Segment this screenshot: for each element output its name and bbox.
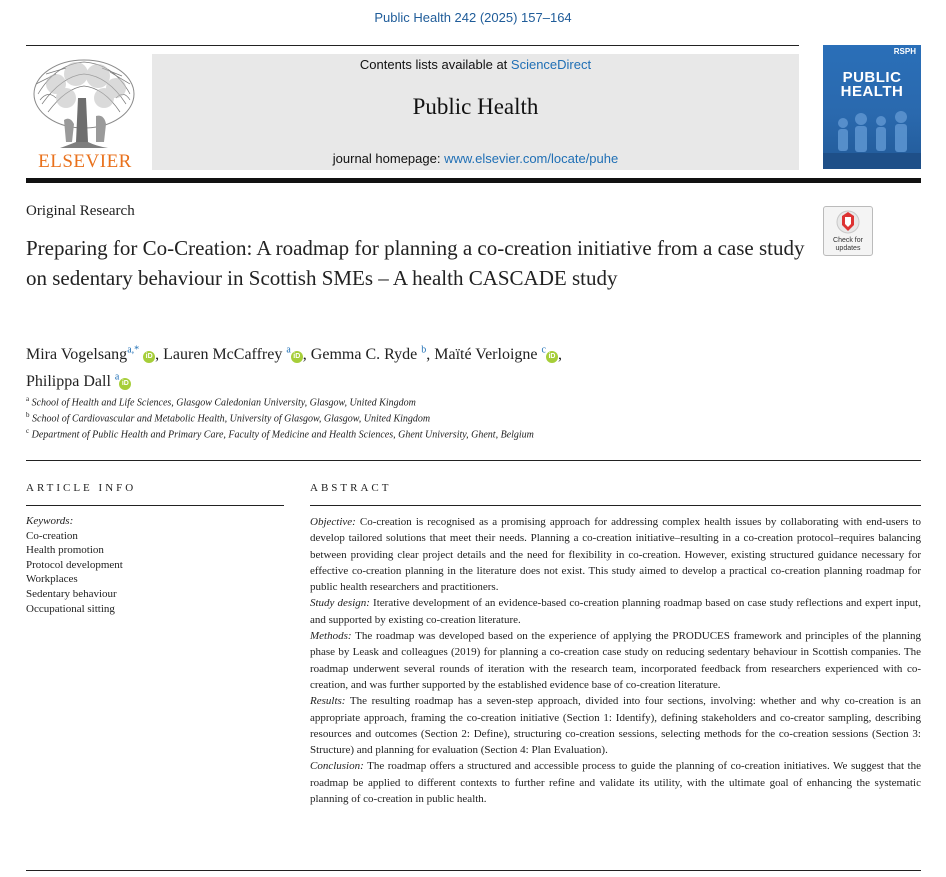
article-type: Original Research xyxy=(26,203,135,219)
contents-line xyxy=(152,57,799,72)
affiliation-key: a xyxy=(26,395,30,403)
journal-homepage-link[interactable]: www.elsevier.com/locate/puhe xyxy=(444,151,619,166)
elsevier-wordmark: ELSEVIER xyxy=(38,151,132,172)
journal-title: Public Health xyxy=(412,94,539,119)
check-for-updates-label: Check for updates xyxy=(833,237,863,252)
author[interactable] xyxy=(434,346,562,363)
affiliation xyxy=(26,411,430,424)
orcid-icon[interactable]: iD xyxy=(546,351,558,363)
author-separator: , xyxy=(302,346,311,364)
author-name: Lauren McCaffrey xyxy=(163,346,283,364)
author-affiliation-marker[interactable]: a xyxy=(286,345,291,356)
keyword[interactable]: Occupational sitting xyxy=(26,602,115,615)
keyword[interactable]: Co-creation xyxy=(26,529,78,542)
abstract-section-text: The roadmap offers a structured and accessible process to guide the planning of co-creation initiatives. We suggest that the roadmap be applied to different contexts to further refine and validate its utility, with the ultimate goal of enhancing the systematic planning of co-creation in public health. xyxy=(310,760,921,806)
author-affiliation-marker[interactable]: a,* xyxy=(127,345,140,356)
abstract-section-label: Objective: xyxy=(310,516,356,528)
affiliation xyxy=(26,427,534,440)
elsevier-logo[interactable] xyxy=(26,54,144,172)
abstract-conclusion xyxy=(310,758,921,807)
crossmark-icon xyxy=(824,207,872,237)
keyword[interactable]: Protocol development xyxy=(26,558,123,571)
homepage-line xyxy=(152,151,799,166)
affiliation-text: School of Cardiovascular and Metabolic Health, University of Glasgow, Glasgow, United Kingdom xyxy=(32,413,431,425)
cover-title: PUBLIC HEALTH xyxy=(840,69,904,100)
abstract-section-text: Co-creation is recognised as a promising approach for addressing complex health issues by collaborating with end-users to develop tailored solutions that meet their needs. Planning a co-creation initiative–resulting in a co-creation protocol–requires balancing between providing clear project details and the need for flexibility in co-creation. However, existing structured guidance necessary for effective co-creation planning in the literature does not exist. This study aimed to develop a practical co-creation planning roadmap for public health researchers and practitioners. xyxy=(310,516,921,594)
author-affiliation-marker[interactable]: b xyxy=(421,345,427,356)
author-affiliation-marker[interactable]: a xyxy=(114,371,120,383)
sciencedirect-link[interactable]: ScienceDirect xyxy=(510,57,592,72)
contents-prefix: Contents lists available at xyxy=(359,57,511,72)
abstract-section-label: Conclusion: xyxy=(310,760,364,773)
orcid-icon[interactable]: iD xyxy=(143,351,155,363)
check-for-updates-button[interactable] xyxy=(823,206,873,256)
cover-people-icon xyxy=(823,45,921,169)
author-affiliation-marker[interactable]: c xyxy=(541,345,546,356)
affiliation-text: School of Health and Life Sciences, Glasgow Caledonian University, Glasgow, United Kingdom xyxy=(31,397,416,409)
author-separator: , xyxy=(426,346,435,364)
keyword[interactable]: Health promotion xyxy=(26,544,104,557)
affiliation-key: b xyxy=(26,411,30,419)
abstract-section-label: Study design: xyxy=(310,597,370,610)
header-rule-top xyxy=(26,45,799,46)
abstract-section-text: Iterative development of an evidence-based co-creation planning roadmap based on case study reflections and expert input, and supported by existing co-creation literature. xyxy=(310,597,921,626)
abstract-body xyxy=(310,514,921,807)
affiliation-text: Department of Public Health and Primary Care, Faculty of Medicine and Health Sciences, Ghent University, Ghent, Belgium xyxy=(31,429,534,441)
author-separator: , xyxy=(557,346,562,364)
abstract-section-text: The roadmap was developed based on the experience of applying the PRODUCES framework and principles of the planning phase by Leask and colleagues (2019) for planning a co-creation case study on reducing sedentary behaviour in Scottish companies. The roadmap underwent several rounds of iteration with the research team, incorporated feedback from researchers experienced with co-creation, and was further supported by the established evidence base of co-creation literature. xyxy=(310,630,921,691)
homepage-prefix: journal homepage: xyxy=(332,151,445,166)
article-info-rule xyxy=(26,505,284,506)
bottom-rule xyxy=(26,870,921,871)
affiliation xyxy=(26,395,416,408)
section-divider xyxy=(26,460,921,461)
author-name: Mira Vogelsang xyxy=(26,346,128,364)
journal-cover[interactable] xyxy=(823,45,921,169)
abstract-section-label: Results: xyxy=(310,695,346,708)
header-rule-thick xyxy=(26,178,921,183)
cover-badge: RSPH xyxy=(893,47,916,56)
author[interactable] xyxy=(311,346,434,363)
abstract-rule xyxy=(310,505,921,506)
orcid-icon[interactable]: iD xyxy=(291,351,303,363)
abstract-heading: ABSTRACT xyxy=(310,482,392,494)
keyword[interactable]: Workplaces xyxy=(26,573,78,586)
abstract-objective xyxy=(310,514,921,595)
keywords-block xyxy=(26,514,123,616)
article-title: Preparing for Co-Creation: A roadmap for planning a co-creation initiative from a case study on sedentary behaviour in Scottish SMEs – A health CASCADE study xyxy=(26,236,805,290)
author[interactable] xyxy=(163,346,311,363)
author-name: Philippa Dall xyxy=(26,372,111,390)
abstract-section-text: The resulting roadmap has a seven-step approach, divided into four sections, involving: whether and why co-creation is an appropriate approach, framing the co-creation initiative (Section 1: Identify), defining stakeholders and co-creator sampling, describing resources and outcomes (Section 2: Define), structuring co-creation sessions, selecting methods for the co-creation sessions (Section 3: Structure) and planning for evaluation (Section 4: Plan Evaluation). xyxy=(310,695,921,757)
affiliation-key: c xyxy=(26,427,30,435)
article-info-heading: ARTICLE INFO xyxy=(26,482,137,494)
keywords-label: Keywords: xyxy=(26,515,74,527)
abstract-methods xyxy=(310,628,921,693)
abstract-section-label: Methods: xyxy=(310,630,352,643)
abstract-study-design xyxy=(310,595,921,628)
author[interactable] xyxy=(26,346,163,363)
author-list xyxy=(26,340,786,393)
author-name: Gemma C. Ryde xyxy=(310,346,418,364)
keyword[interactable]: Sedentary behaviour xyxy=(26,587,117,600)
author[interactable] xyxy=(26,373,131,390)
journal-citation[interactable]: Public Health 242 (2025) 157–164 xyxy=(374,10,572,25)
elsevier-tree-icon xyxy=(26,54,144,172)
orcid-icon[interactable]: iD xyxy=(119,378,131,390)
author-separator: , xyxy=(155,346,164,364)
author-name: Maïté Verloigne xyxy=(434,346,538,364)
abstract-results xyxy=(310,693,921,758)
